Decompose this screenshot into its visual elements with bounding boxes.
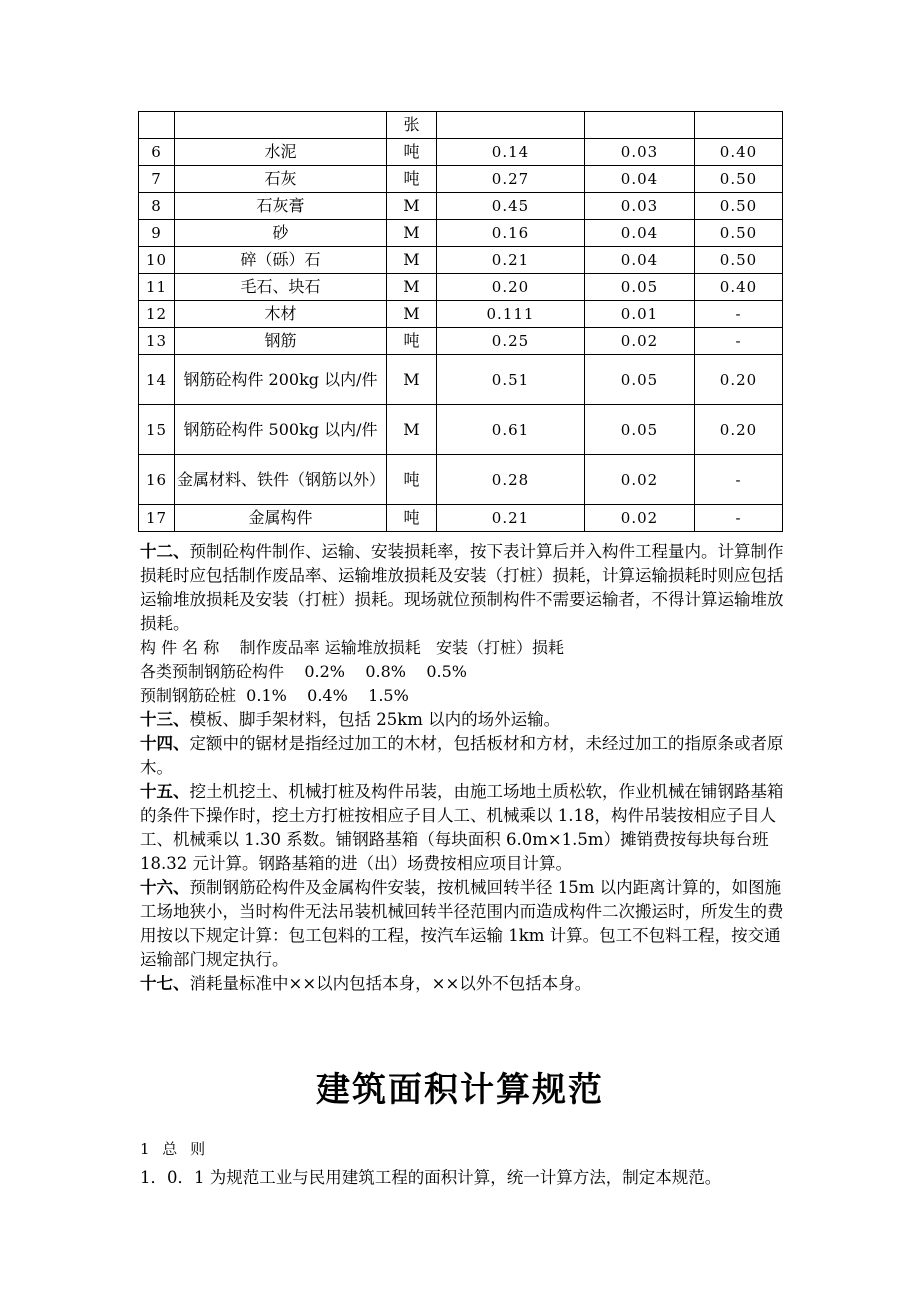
- note-16-text: 预制钢筋砼构件及金属构件安装，按机械回转半径 15m 以内距离计算的，如图施工场地狭小，当时构件无法吊装机械回转半径范围内而造成构件二次搬运时，所发生的费用按以下规定计算：包工包料的工程，按汽车运输 1km 计算。包工不包料工程，按交通运输部门规定执行。: [140, 878, 784, 969]
- table-row: [139, 355, 783, 405]
- material-name: 金属材料、铁件（钢筋以外）: [175, 455, 387, 505]
- table-row: [139, 166, 783, 193]
- row-number: 12: [139, 301, 175, 328]
- material-name: 钢筋砼构件 200kg 以内/件: [175, 355, 387, 405]
- loss-value-c: -: [695, 455, 783, 505]
- loss-rate-row-2: 预制钢筋砼桩 0.1% 0.4% 1.5%: [140, 686, 409, 705]
- loss-value-a: 0.25: [437, 328, 585, 355]
- note-13-text: 模板、脚手架材料，包括 25km 以内的场外运输。: [189, 710, 561, 729]
- loss-value-b: 0.02: [585, 328, 695, 355]
- row-number: 11: [139, 274, 175, 301]
- table-row: [139, 505, 783, 532]
- note-13-label: 十三、: [140, 710, 190, 729]
- material-name: 木材: [175, 301, 387, 328]
- note-16: [140, 876, 790, 972]
- loss-value-a: 0.27: [437, 166, 585, 193]
- note-14-text: 定额中的锯材是指经过加工的木材，包括板材和方材，未经过加工的指原条或者原木。: [140, 734, 784, 777]
- loss-value-b: 0.03: [585, 193, 695, 220]
- clause-1-0-1: 1．0．1 为规范工业与民用建筑工程的面积计算，统一计算方法，制定本规范。: [140, 1168, 722, 1187]
- table-row: [139, 274, 783, 301]
- loss-value-a: 0.28: [437, 455, 585, 505]
- material-loss-table: [138, 111, 783, 532]
- table-row: [139, 112, 783, 139]
- unit: 张: [387, 112, 437, 139]
- note-12-text: 预制砼构件制作、运输、安装损耗率，按下表计算后并入构件工程量内。计算制作损耗时应包括制作废品率、运输堆放损耗及安装（打桩）损耗，计算运输损耗时则应包括运输堆放损耗及安装（打桩）损耗。现场就位预制构件不需要运输者，不得计算运输堆放损耗。: [140, 542, 784, 633]
- table-row: [139, 328, 783, 355]
- loss-value-c: 0.40: [695, 139, 783, 166]
- loss-value-b: 0.02: [585, 455, 695, 505]
- material-name: [175, 112, 387, 139]
- unit: 吨: [387, 166, 437, 193]
- unit: 吨: [387, 139, 437, 166]
- row-number: 14: [139, 355, 175, 405]
- table-row: [139, 301, 783, 328]
- unit: 吨: [387, 328, 437, 355]
- loss-value-a: 0.61: [437, 405, 585, 455]
- row-number: 6: [139, 139, 175, 166]
- loss-value-a: 0.45: [437, 193, 585, 220]
- loss-value-c: 0.50: [695, 220, 783, 247]
- loss-value-c: 0.50: [695, 193, 783, 220]
- row-number: 17: [139, 505, 175, 532]
- notes-section: [140, 540, 790, 996]
- loss-value-c: 0.40: [695, 274, 783, 301]
- note-15: [140, 780, 790, 876]
- note-14: [140, 732, 790, 780]
- loss-value-c: -: [695, 328, 783, 355]
- table-row: [139, 247, 783, 274]
- note-12-label: 十二、: [140, 542, 190, 561]
- spec-title: 建筑面积计算规范: [316, 1070, 604, 1110]
- loss-value-a: 0.14: [437, 139, 585, 166]
- loss-rate-header: 构 件 名 称 制作废品率 运输堆放损耗 安装（打桩）损耗: [140, 638, 564, 657]
- loss-rate-row-1: 各类预制钢筋砼构件 0.2% 0.8% 0.5%: [140, 662, 467, 681]
- loss-value-a: 0.21: [437, 247, 585, 274]
- material-name: 砂: [175, 220, 387, 247]
- row-number: 7: [139, 166, 175, 193]
- row-number: 9: [139, 220, 175, 247]
- loss-value-b: 0.01: [585, 301, 695, 328]
- loss-value-b: 0.02: [585, 505, 695, 532]
- loss-value-b: [585, 112, 695, 139]
- unit: M: [387, 405, 437, 455]
- loss-value-b: 0.05: [585, 355, 695, 405]
- row-number: 15: [139, 405, 175, 455]
- row-number: [139, 112, 175, 139]
- material-name: 石灰: [175, 166, 387, 193]
- table-row: [139, 139, 783, 166]
- material-name: 金属构件: [175, 505, 387, 532]
- loss-value-a: 0.51: [437, 355, 585, 405]
- section-heading: 1 总 则: [140, 1140, 210, 1158]
- unit: M: [387, 301, 437, 328]
- row-number: 16: [139, 455, 175, 505]
- table-body: [139, 112, 783, 532]
- loss-value-a: 0.16: [437, 220, 585, 247]
- loss-value-a: 0.21: [437, 505, 585, 532]
- material-name: 钢筋: [175, 328, 387, 355]
- loss-value-c: -: [695, 301, 783, 328]
- table-row: [139, 193, 783, 220]
- row-number: 8: [139, 193, 175, 220]
- note-12: [140, 540, 790, 636]
- table-row: [139, 405, 783, 455]
- loss-value-a: [437, 112, 585, 139]
- note-17-label: 十七、: [140, 974, 190, 993]
- loss-value-c: [695, 112, 783, 139]
- unit: M: [387, 193, 437, 220]
- loss-value-c: 0.20: [695, 405, 783, 455]
- loss-value-b: 0.03: [585, 139, 695, 166]
- unit: M: [387, 247, 437, 274]
- material-name: 钢筋砼构件 500kg 以内/件: [175, 405, 387, 455]
- unit: M: [387, 220, 437, 247]
- table-row: [139, 220, 783, 247]
- unit: 吨: [387, 455, 437, 505]
- note-15-text: 挖土机挖土、机械打桩及构件吊装，由施工场地土质松软，作业机械在铺钢路基箱的条件下操作时，挖土方打桩按相应子目人工、机械乘以 1.18，构件吊装按相应子目人工、机械乘以 1.30 系数。铺钢路基箱（每块面积 6.0m×1.5m）摊销费按每块每台班 18.32 元计算。钢路基箱的进（出）场费按相应项目计算。: [140, 782, 784, 873]
- note-14-label: 十四、: [140, 734, 190, 753]
- row-number: 10: [139, 247, 175, 274]
- loss-value-c: -: [695, 505, 783, 532]
- unit: M: [387, 355, 437, 405]
- loss-value-b: 0.04: [585, 166, 695, 193]
- loss-value-b: 0.04: [585, 220, 695, 247]
- loss-value-c: 0.50: [695, 247, 783, 274]
- material-name: 水泥: [175, 139, 387, 166]
- material-name: 碎（砾）石: [175, 247, 387, 274]
- note-13: [140, 708, 790, 732]
- note-15-label: 十五、: [140, 782, 190, 801]
- unit: M: [387, 274, 437, 301]
- loss-value-b: 0.05: [585, 405, 695, 455]
- note-17: [140, 972, 790, 996]
- loss-value-b: 0.05: [585, 274, 695, 301]
- material-name: 石灰膏: [175, 193, 387, 220]
- table-row: [139, 455, 783, 505]
- loss-value-c: 0.20: [695, 355, 783, 405]
- note-16-label: 十六、: [140, 878, 190, 897]
- loss-value-c: 0.50: [695, 166, 783, 193]
- loss-value-a: 0.111: [437, 301, 585, 328]
- unit: 吨: [387, 505, 437, 532]
- note-17-text: 消耗量标准中××以内包括本身，××以外不包括本身。: [189, 974, 592, 993]
- loss-value-b: 0.04: [585, 247, 695, 274]
- row-number: 13: [139, 328, 175, 355]
- material-name: 毛石、块石: [175, 274, 387, 301]
- loss-value-a: 0.20: [437, 274, 585, 301]
